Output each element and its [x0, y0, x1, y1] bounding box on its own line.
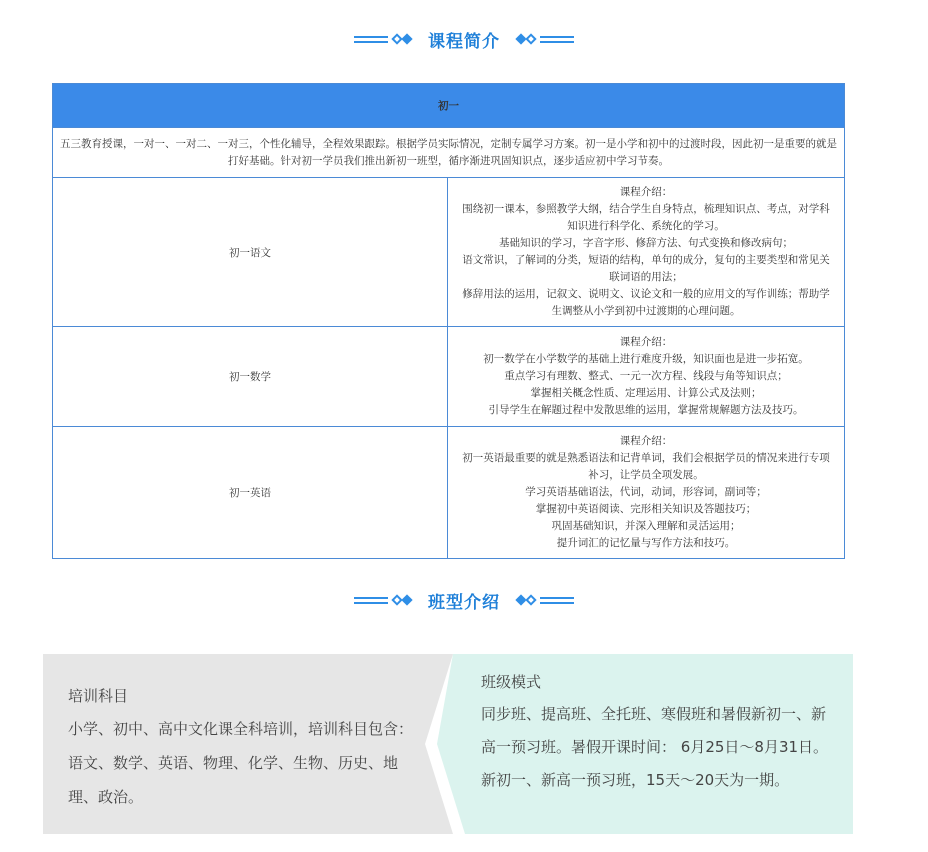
table-row: [53, 327, 845, 427]
desc-line: 引导学生在解题过程中发散思维的运用，掌握常规解题方法及技巧。: [488, 404, 804, 416]
desc-line: 围绕初一课本，参照教学大纲，结合学生自身特点，梳理知识点、考点，对学科知识进行科学化、系统化的学习。: [462, 203, 830, 232]
table-intro-row: [53, 128, 845, 178]
table-intro-cell: 五三教育授课，一对一、一对二、一对三，个性化辅导，全程效果跟踪。根据学员实际情况，定制专属学习方案。初一是小学和初中的过渡时段，因此初一是重要的就是打好基础。针对初一学员我们推出新初一班型，循序渐进巩固知识点，逐步适应初中学习节奏。: [53, 128, 845, 178]
desc-cell-math: [448, 327, 845, 427]
subject-cell-english: 初一英语: [53, 427, 448, 559]
desc-line: 掌握初中英语阅读、完形相关知识及答题技巧；: [535, 503, 757, 515]
desc-line: 课程介绍：: [619, 435, 673, 447]
class-types-title: 班型介绍: [428, 592, 500, 613]
class-type-panels: [43, 654, 853, 834]
class-mode-heading: 班级模式: [481, 673, 542, 691]
training-subjects-text: [68, 682, 418, 814]
table-header-row: [53, 84, 845, 128]
course-intro-title: 课程简介: [428, 31, 500, 52]
title-right-decoration: [512, 35, 574, 43]
desc-line: 学习英语基础语法，代词，动词，形容词，副词等；: [525, 486, 767, 498]
subject-cell-chinese: 初一语文: [53, 178, 448, 327]
desc-line: 初一数学在小学数学的基础上进行难度升级，知识面也是进一步拓宽。: [483, 353, 809, 365]
class-mode-body: 同步班、提高班、全托班、寒假班和暑假新初一、新高一预习班。暑假开课时间： 6月25日～8月31日。新初一、新高一预习班，15天～20天为一期。: [481, 705, 829, 789]
desc-line: 修辞用法的运用，记叙文、说明文、议论文和一般的应用文的写作训练；帮助学生调整从小学到初中过渡期的心理问题。: [462, 288, 830, 317]
title-left-decoration: [354, 596, 416, 604]
desc-cell-chinese: [448, 178, 845, 327]
desc-line: 掌握相关概念性质、定理运用、计算公式及法则；: [530, 387, 762, 399]
training-subjects-heading: 培训科目: [68, 687, 129, 705]
desc-line: 语文常识，了解词的分类，短语的结构，单句的成分，复句的主要类型和常见关联词语的用法；: [462, 254, 830, 283]
subject-cell-math: 初一数学: [53, 327, 448, 427]
desc-line: 重点学习有理数、整式、一元一次方程、线段与角等知识点；: [504, 370, 788, 382]
class-mode-text: [481, 668, 837, 797]
title-right-decoration: [512, 596, 574, 604]
course-table-wrapper: [52, 83, 844, 559]
desc-cell-english: [448, 427, 845, 559]
desc-line: 课程介绍：: [619, 186, 673, 198]
title-left-decoration: [354, 35, 416, 43]
desc-line: 提升词汇的记忆量与写作方法和技巧。: [556, 537, 736, 549]
table-header-cell: 初一: [53, 84, 845, 128]
section-title-class-types: [0, 585, 928, 615]
desc-line: 基础知识的学习，字音字形、修辞方法、句式变换和修改病句；: [499, 237, 793, 249]
table-row: [53, 178, 845, 327]
desc-line: 巩固基础知识，并深入理解和灵活运用；: [551, 520, 741, 532]
section-title-course-intro: [0, 24, 928, 54]
training-subjects-body: 小学、初中、高中文化课全科培训，培训科目包含：语文、数学、英语、物理、化学、生物、历史、地理、政治。: [68, 720, 414, 806]
desc-line: 课程介绍：: [619, 336, 673, 348]
table-row: [53, 427, 845, 559]
course-table: [52, 83, 845, 559]
desc-line: 初一英语最重要的就是熟悉语法和记背单词，我们会根据学员的情况来进行专项补习，让学员全项发展。: [462, 452, 830, 481]
